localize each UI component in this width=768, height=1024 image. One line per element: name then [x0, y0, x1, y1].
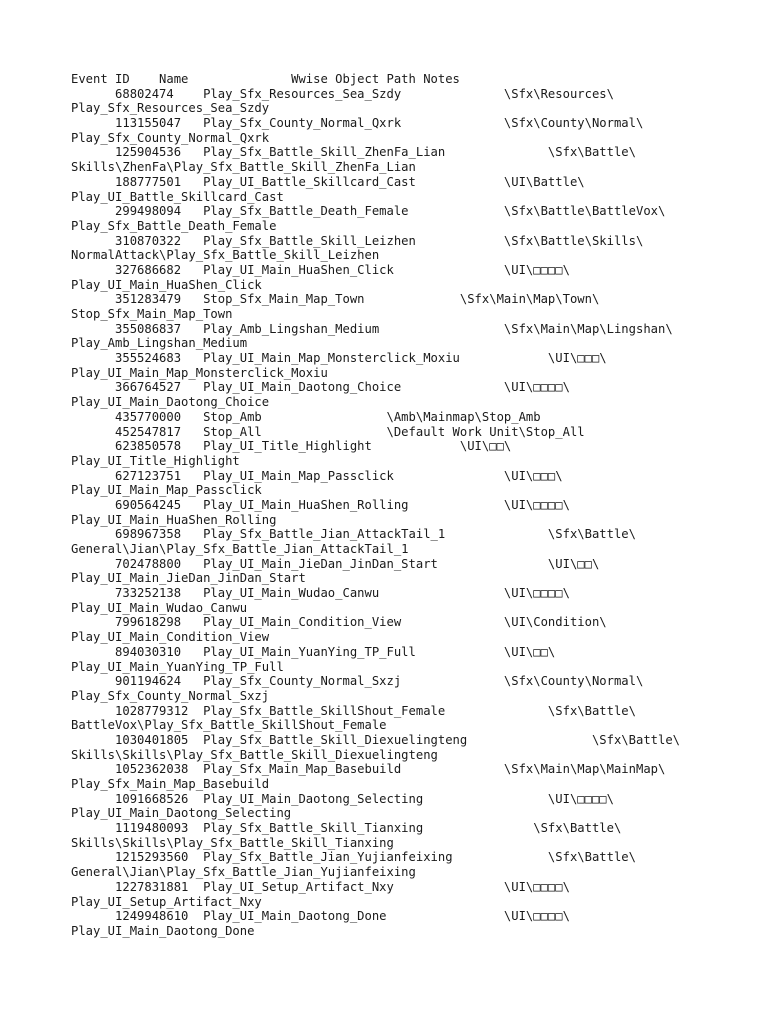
text-line: 690564245 Play_UI_Main_HuaShen_Rolling \UI\□□□□\ — [71, 497, 570, 512]
text-line: 1091668526 Play_UI_Main_Daotong_Selecting \UI\□□□□\ — [71, 791, 614, 806]
text-line: Play_Sfx_County_Normal_Sxzj — [71, 688, 270, 703]
text-line: Play_Amb_Lingshan_Medium — [71, 336, 248, 351]
text-line: 894030310 Play_UI_Main_YuanYing_TP_Full \UI\□□\ — [71, 644, 556, 659]
text-line: Play_UI_Main_Daotong_Selecting — [71, 806, 292, 821]
text-line: 627123751 Play_UI_Main_Map_Passclick \UI\□□□\ — [71, 468, 563, 483]
text-line: 299498094 Play_Sfx_Battle_Death_Female \Sfx\Battle\BattleVox\ — [71, 204, 666, 219]
text-line: 366764527 Play_UI_Main_Daotong_Choice \UI\□□□□\ — [71, 380, 570, 395]
text-line: 1030401805 Play_Sfx_Battle_Skill_Diexuelingteng \Sfx\Battle\ — [71, 732, 681, 747]
text-line: Play_Sfx_Battle_Death_Female — [71, 218, 277, 233]
text-line: General\Jian\Play_Sfx_Battle_Jian_AttackTail_1 — [71, 542, 409, 556]
text-line: 125904536 Play_Sfx_Battle_Skill_ZhenFa_Lian \Sfx\Battle\ — [71, 145, 636, 160]
text-line: 68802474 Play_Sfx_Resources_Sea_Szdy \Sfx\Resources\ — [71, 86, 614, 101]
text-line: Play_UI_Main_JieDan_JinDan_Start — [71, 571, 306, 586]
text-line: Skills\Skills\Play_Sfx_Battle_Skill_Diexuelingteng — [71, 747, 438, 762]
text-line: Skills\Skills\Play_Sfx_Battle_Skill_Tianxing — [71, 835, 394, 850]
text-line: Play_UI_Setup_Artifact_Nxy — [71, 894, 262, 909]
text-line: 355086837 Play_Amb_Lingshan_Medium \Sfx\Main\Map\Lingshan\ — [71, 321, 673, 336]
text-line: Play_UI_Main_HuaShen_Click — [71, 277, 262, 292]
text-line: 901194624 Play_Sfx_County_Normal_Sxzj \Sfx\County\Normal\ — [71, 674, 644, 689]
text-line: Play_UI_Main_Map_Monsterclick_Moxiu — [71, 365, 328, 380]
text-line: 113155047 Play_Sfx_County_Normal_Qxrk \Sfx\County\Normal\ — [71, 116, 644, 131]
text-line: Play_Sfx_Resources_Sea_Szdy — [71, 101, 270, 116]
text-line: 310870322 Play_Sfx_Battle_Skill_Leizhen \Sfx\Battle\Skills\ — [71, 233, 644, 248]
text-line: 733252138 Play_UI_Main_Wudao_Canwu \UI\□□□□\ — [71, 586, 570, 601]
text-line: 435770000 Stop_Amb \Amb\Mainmap\Stop_Amb — [71, 409, 541, 424]
text-line: 1052362038 Play_Sfx_Main_Map_Basebuild \Sfx\Main\Map\MainMap\ — [71, 762, 666, 777]
text-line: 698967358 Play_Sfx_Battle_Jian_AttackTail_1 \Sfx\Battle\ — [71, 527, 636, 542]
text-line: 1249948610 Play_UI_Main_Daotong_Done \UI\□□□□\ — [71, 909, 570, 924]
text-line: Play_UI_Main_Wudao_Canwu — [71, 600, 248, 615]
text-line: Play_UI_Main_YuanYing_TP_Full — [71, 659, 284, 674]
text-line: Skills\ZhenFa\Play_Sfx_Battle_Skill_ZhenFa_Lian — [71, 160, 416, 175]
text-line: NormalAttack\Play_Sfx_Battle_Skill_Leizhen — [71, 248, 380, 263]
text-line: 1028779312 Play_Sfx_Battle_SkillShout_Female \Sfx\Battle\ — [71, 703, 636, 718]
text-line: 327686682 Play_UI_Main_HuaShen_Click \UI\□□□□\ — [71, 262, 570, 277]
text-line: 1119480093 Play_Sfx_Battle_Skill_Tianxing \Sfx\Battle\ — [71, 821, 622, 836]
text-line: 452547817 Stop_All \Default Work Unit\Stop_All — [71, 424, 585, 439]
text-line: Play_UI_Main_Daotong_Choice — [71, 395, 270, 410]
text-line: BattleVox\Play_Sfx_Battle_SkillShout_Female — [71, 718, 387, 733]
text-line: Play_UI_Main_Map_Passclick — [71, 483, 262, 498]
text-line: 351283479 Stop_Sfx_Main_Map_Town \Sfx\Main\Map\Town\ — [71, 292, 600, 307]
document-text — [71, 72, 731, 939]
text-line: 702478800 Play_UI_Main_JieDan_JinDan_Start \UI\□□\ — [71, 556, 600, 571]
text-line: Play_UI_Main_HuaShen_Rolling — [71, 512, 277, 527]
text-line: General\Jian\Play_Sfx_Battle_Jian_Yujianfeixing — [71, 865, 416, 880]
header-line: Event ID Name Wwise Object Path Notes — [71, 72, 460, 86]
text-line: Play_Sfx_Main_Map_Basebuild — [71, 777, 270, 791]
text-line: Stop_Sfx_Main_Map_Town — [71, 307, 233, 321]
text-line: Play_UI_Title_Highlight — [71, 453, 240, 468]
text-line: Play_UI_Main_Daotong_Done — [71, 923, 255, 938]
text-line: Play_UI_Main_Condition_View — [71, 630, 270, 645]
text-line: 355524683 Play_UI_Main_Map_Monsterclick_Moxiu \UI\□□□\ — [71, 351, 607, 366]
text-line: 188777501 Play_UI_Battle_Skillcard_Cast \UI\Battle\ — [71, 174, 585, 189]
text-line: 623850578 Play_UI_Title_Highlight \UI\□□\ — [71, 439, 512, 454]
text-line: 799618298 Play_UI_Main_Condition_View \UI\Condition\ — [71, 615, 607, 630]
text-line: Play_Sfx_County_Normal_Qxrk — [71, 130, 270, 145]
text-line: 1215293560 Play_Sfx_Battle_Jian_Yujianfeixing \Sfx\Battle\ — [71, 850, 636, 865]
text-line: Play_UI_Battle_Skillcard_Cast — [71, 189, 284, 204]
text-line: 1227831881 Play_UI_Setup_Artifact_Nxy \UI\□□□□\ — [71, 879, 570, 894]
